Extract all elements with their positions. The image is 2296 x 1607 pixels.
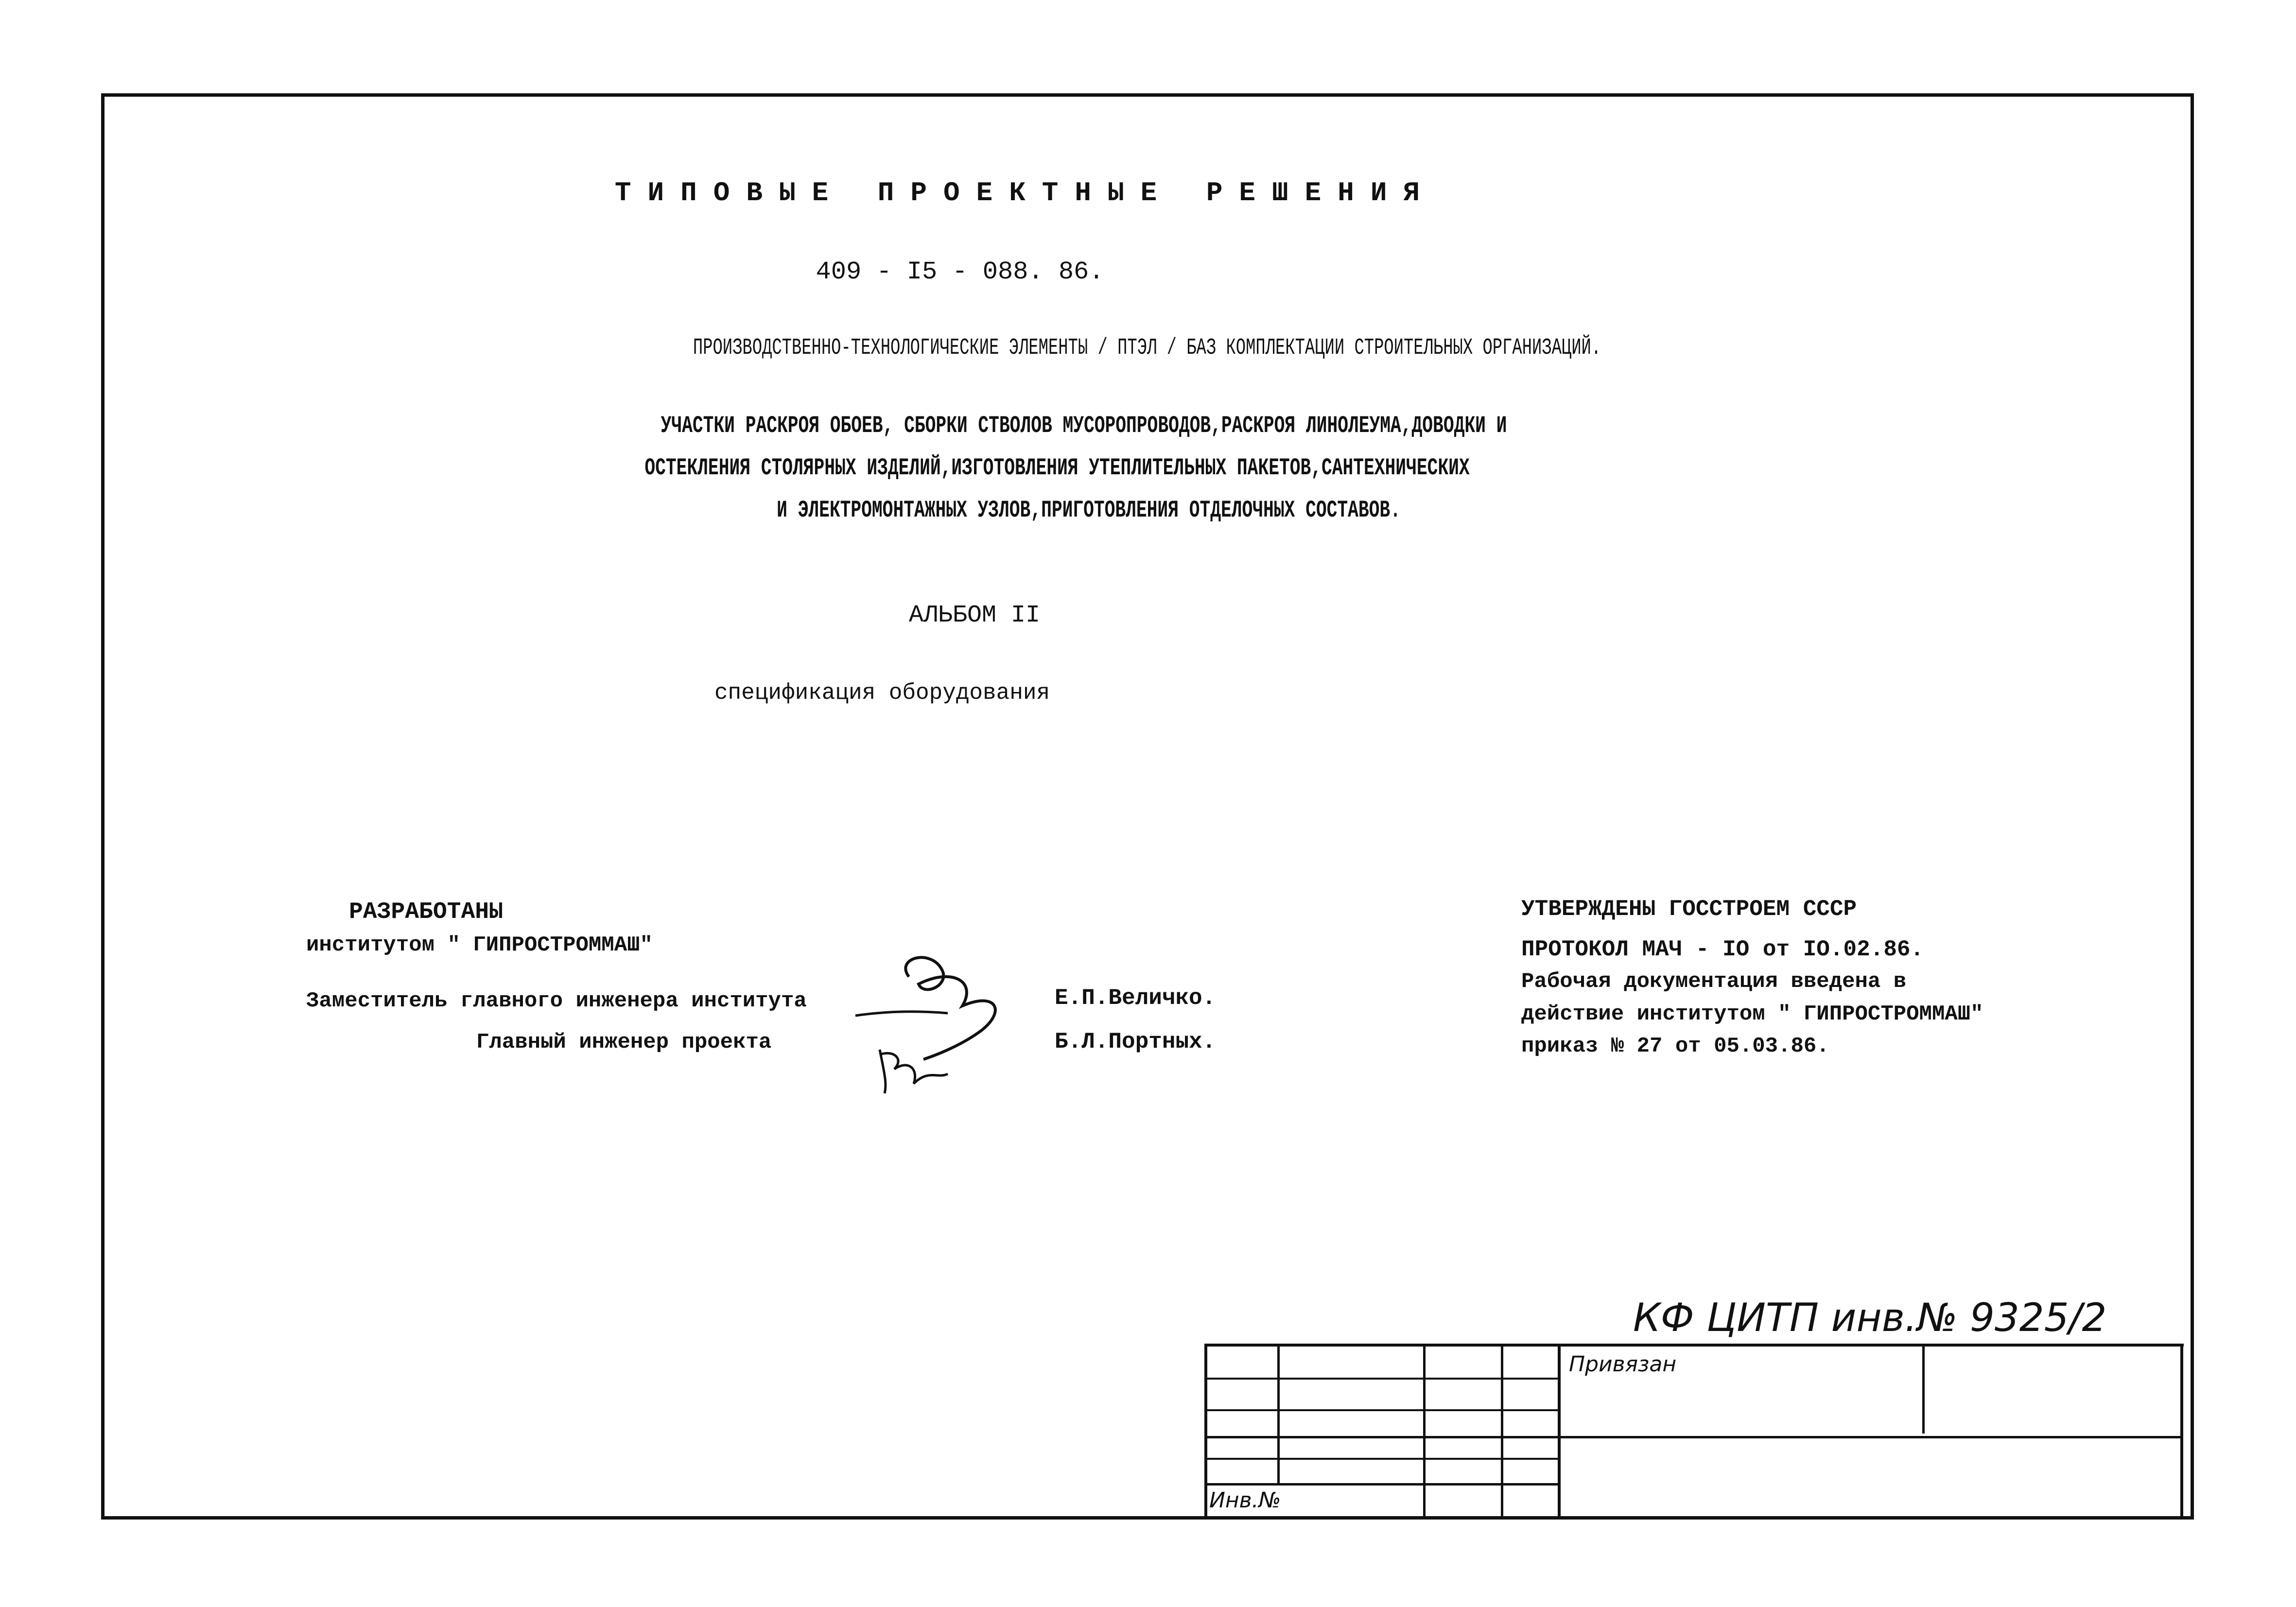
document-subject: ПРОИЗВОДСТВЕННО-ТЕХНОЛОГИЧЕСКИЕ ЭЛЕМЕНТЫ / ПТЭЛ / БАЗ КОМПЛЕКТАЦИИ СТРОИТЕЛЬНЫХ ОРГАНИЗАЦИЙ. <box>693 335 1601 361</box>
document-code: 409 - I5 - 088. 86. <box>816 258 1104 286</box>
approved-line-1: УТВЕРЖДЕНЫ ГОССТРОЕМ СССР <box>1521 897 1857 922</box>
table-left-line <box>1204 1344 1207 1520</box>
name-portnykh: Б.Л.Портных. <box>1055 1029 1216 1054</box>
role-chief-project-engineer: Главный инженер проекта <box>476 1030 772 1054</box>
table-col-line <box>1423 1344 1426 1520</box>
inv-no-label: Инв.№ <box>1209 1488 1281 1513</box>
table-col-line <box>1501 1344 1503 1520</box>
description-line-2: ОСТЕКЛЕНИЯ СТОЛЯРНЫХ ИЗДЕЛИЙ,ИЗГОТОВЛЕНИЯ УТЕПЛИТЕЛЬНЫХ ПАКЕТОВ,САНТЕХНИЧЕСКИХ <box>644 454 1470 482</box>
table-row-line <box>1204 1409 1559 1411</box>
inventory-stamp: КФ ЦИТП инв.№ 9325/2 <box>1633 1295 2107 1340</box>
approved-line-2: ПРОТОКОЛ МАЧ - IO от IO.02.86. <box>1521 937 1924 962</box>
name-velichko: Е.П.Величко. <box>1055 985 1216 1011</box>
approved-line-4: действие институтом " ГИПРОСТРОММАШ" <box>1521 1002 1983 1026</box>
signature-graphic <box>851 938 1035 1103</box>
description-line-3: И ЭЛЕКТРОМОНТАЖНЫХ УЗЛОВ,ПРИГОТОВЛЕНИЯ ОТДЕЛОЧНЫХ СОСТАВОВ. <box>777 497 1401 524</box>
description-line-1: УЧАСТКИ РАСКРОЯ ОБОЕВ, СБОРКИ СТВОЛОВ МУСОРОПРОВОДОВ,РАСКРОЯ ЛИНОЛЕУМА,ДОВОДКИ И <box>661 412 1507 439</box>
privyazan-label: Привязан <box>1569 1352 1677 1377</box>
approved-line-3: Рабочая документация введена в <box>1521 969 1907 994</box>
table-col-line <box>1277 1344 1280 1485</box>
table-col-line <box>1922 1344 1925 1434</box>
developed-institute: институтом " ГИПРОСТРОММАШ" <box>306 933 653 957</box>
approved-line-5: приказ № 27 от 05.03.86. <box>1521 1034 1829 1058</box>
table-right-line <box>2180 1344 2183 1520</box>
table-row-line <box>1204 1378 1559 1380</box>
developed-heading: РАЗРАБОТАНЫ <box>349 899 503 925</box>
table-row-line <box>1204 1483 1559 1486</box>
table-row-line <box>1204 1436 2182 1438</box>
role-deputy-chief-engineer: Заместитель главного инженера института <box>306 989 807 1013</box>
album-number: АЛЬБОМ II <box>908 602 1041 629</box>
document-title: ТИПОВЫЕ ПРОЕКТНЫЕ РЕШЕНИЯ <box>614 177 1437 208</box>
album-subtitle: спецификация оборудования <box>714 680 1050 706</box>
table-col-line <box>1558 1344 1561 1520</box>
table-top-line <box>1204 1344 2184 1347</box>
table-row-line <box>1204 1458 1559 1460</box>
